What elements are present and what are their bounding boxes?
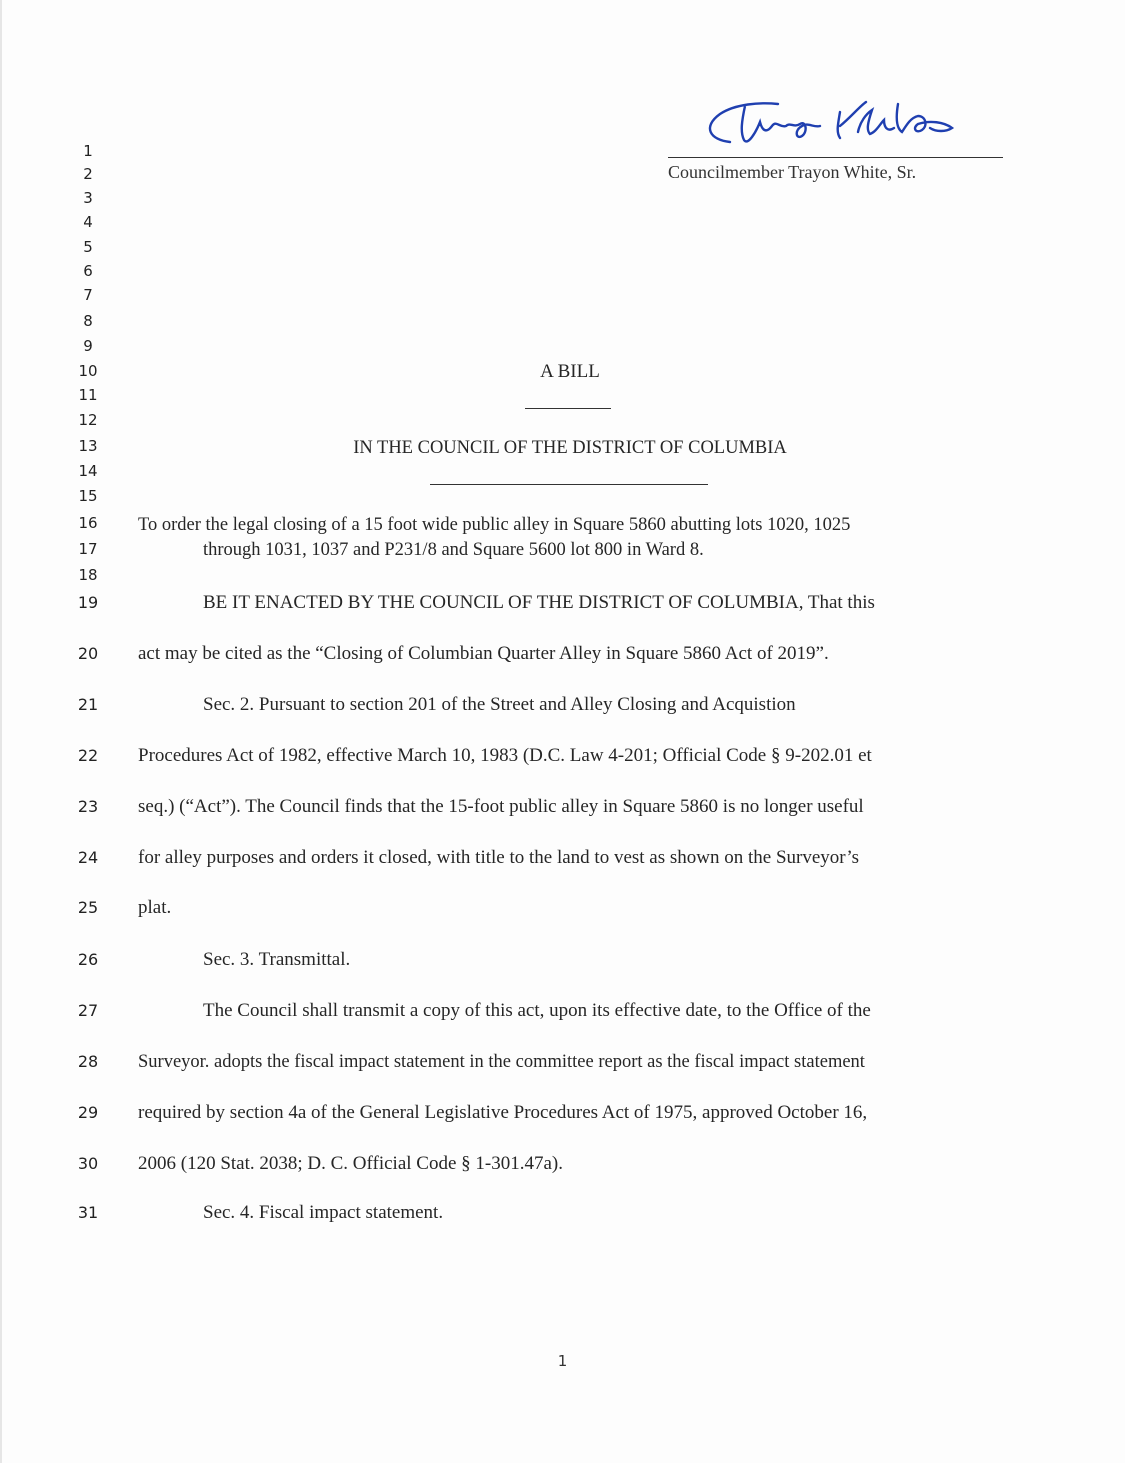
scan-edge — [0, 0, 2, 1463]
line-number: 1 — [83, 142, 93, 160]
line-number: 27 — [77, 1001, 99, 1020]
body-line: act may be cited as the “Closing of Columbian Quarter Alley in Square 5860 Act of 2019”. — [138, 643, 829, 664]
body-line: Surveyor. adopts the fiscal impact statement in the committee report as the fiscal impact statement — [138, 1052, 865, 1072]
council-heading: IN THE COUNCIL OF THE DISTRICT OF COLUMBIA — [353, 438, 787, 458]
line-number: 23 — [77, 797, 99, 816]
line-number: 4 — [83, 213, 93, 231]
line-number: 24 — [77, 848, 99, 867]
line-number: 13 — [78, 437, 98, 455]
line-number: 11 — [78, 386, 98, 404]
line-number: 2 — [83, 165, 93, 183]
line-number: 26 — [77, 950, 99, 969]
line-number: 31 — [77, 1203, 99, 1222]
line-number: 6 — [83, 262, 93, 280]
line-number: 15 — [78, 487, 98, 505]
section-heading: Sec. 4. Fiscal impact statement. — [203, 1202, 444, 1223]
line-number: 16 — [78, 514, 98, 532]
summary-line: through 1031, 1037 and P231/8 and Square 5600 lot 800 in Ward 8. — [203, 540, 704, 560]
line-number: 25 — [77, 898, 99, 917]
line-number: 19 — [77, 593, 99, 612]
body-line: required by section 4a of the General Legislative Procedures Act of 1975, approved October 16, — [138, 1102, 868, 1123]
page-number: 1 — [557, 1352, 568, 1370]
council-rule — [430, 484, 708, 485]
signature-line — [668, 157, 1003, 158]
line-number: 7 — [83, 286, 93, 304]
line-number: 28 — [77, 1052, 99, 1071]
body-line: for alley purposes and orders it closed, with title to the land to vest as shown on the Surveyor’s — [138, 847, 859, 868]
bill-heading: A BILL — [540, 361, 600, 382]
signature-image — [690, 92, 990, 154]
line-number: 8 — [83, 312, 93, 330]
body-line: BE IT ENACTED BY THE COUNCIL OF THE DISTRICT OF COLUMBIA, That this — [203, 592, 875, 613]
line-number: 17 — [78, 540, 98, 558]
body-line: plat. — [138, 897, 172, 918]
body-line: Procedures Act of 1982, effective March 10, 1983 (D.C. Law 4-201; Official Code § 9-202.01 et — [138, 745, 872, 766]
line-number: 12 — [78, 411, 98, 429]
body-line: Sec. 2. Pursuant to section 201 of the Street and Alley Closing and Acquistion — [203, 694, 796, 715]
line-number: 3 — [83, 189, 93, 207]
line-number: 30 — [77, 1154, 99, 1173]
line-number: 10 — [78, 362, 98, 380]
section-heading: Sec. 3. Transmittal. — [203, 949, 351, 970]
summary-line: To order the legal closing of a 15 foot wide public alley in Square 5860 abutting lots 1020, 1025 — [138, 515, 851, 535]
line-number: 29 — [77, 1103, 99, 1122]
line-number: 18 — [78, 566, 98, 584]
line-number: 5 — [83, 238, 93, 256]
body-line: 2006 (120 Stat. 2038; D. C. Official Code § 1-301.47a). — [138, 1153, 563, 1174]
line-number: 14 — [78, 462, 98, 480]
line-number: 22 — [77, 746, 99, 765]
body-line: The Council shall transmit a copy of this act, upon its effective date, to the Office of the — [203, 1000, 871, 1021]
heading-rule — [525, 408, 611, 409]
body-line: seq.) (“Act”). The Council finds that the 15-foot public alley in Square 5860 is no longer useful — [138, 796, 864, 817]
line-number: 21 — [77, 695, 99, 714]
line-number: 9 — [83, 337, 93, 355]
sponsor-name: Councilmember Trayon White, Sr. — [668, 162, 917, 182]
line-number: 20 — [77, 644, 99, 663]
